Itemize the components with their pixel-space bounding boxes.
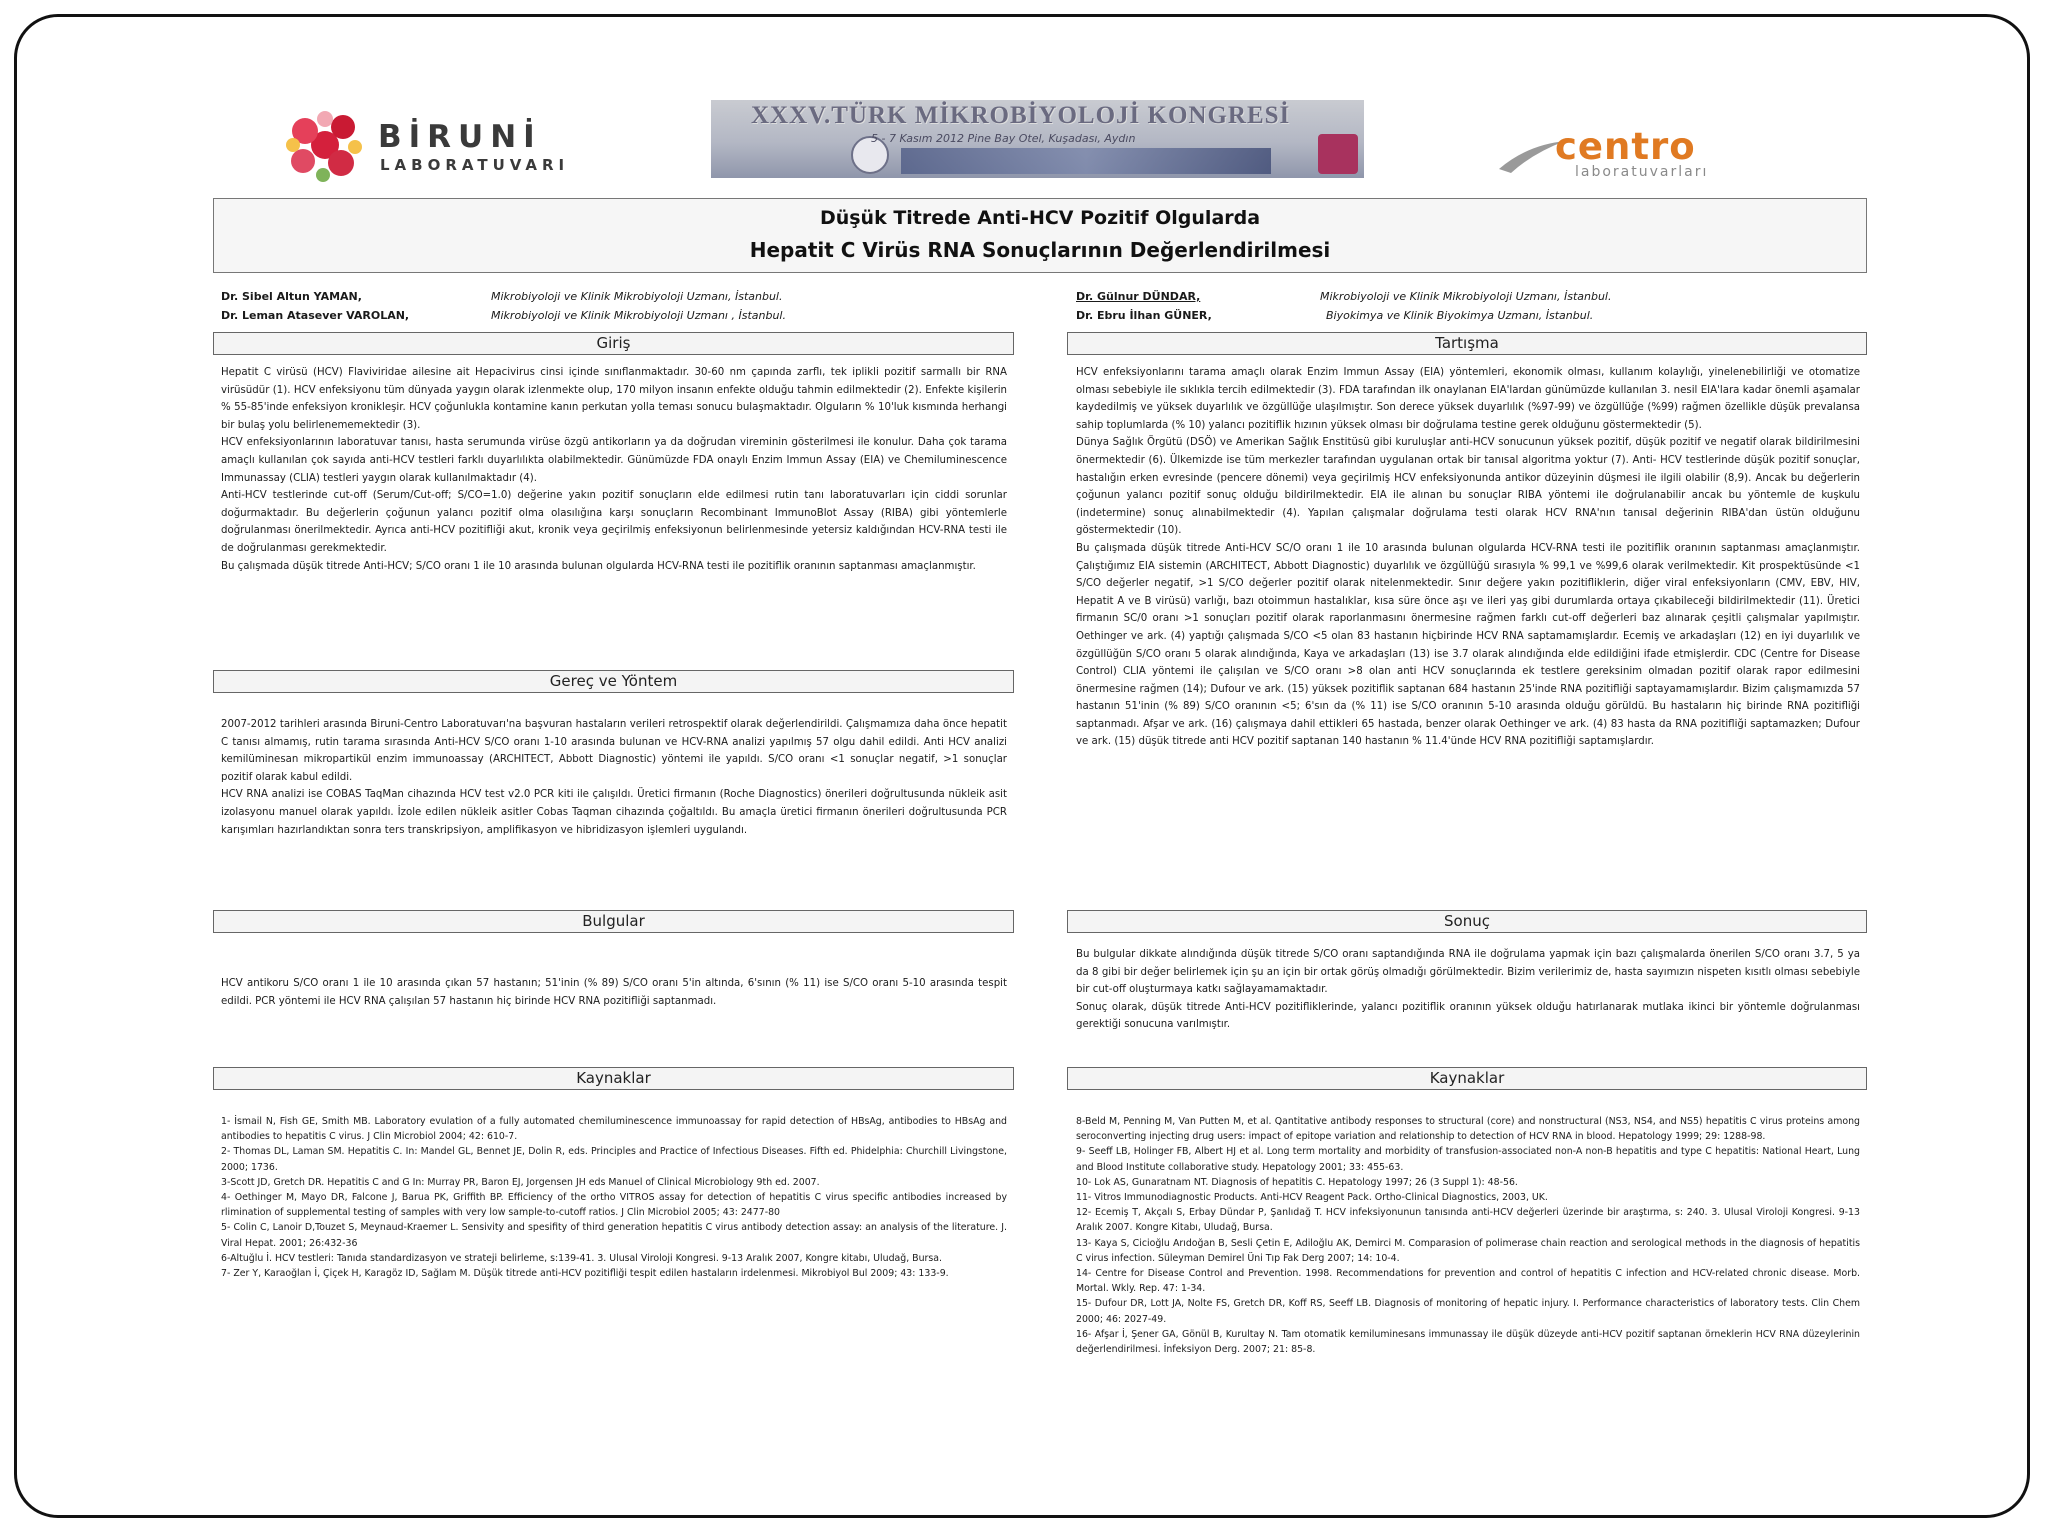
reference-item: 2- Thomas DL, Laman SM. Hepatitis C. In: Mandel GL, Bennet JE, Dolin R, eds. Principles and Practice of Infectious Diseases. Fifth ed. Phidelphia: Churchill Livingstone, 2000; 1736.: [221, 1146, 1007, 1173]
reference-item: 6-Altuğlu İ. HCV testleri: Tanıda standardizasyon ve strateji belirleme, s:139-41. 3. Ulusal Viroloji Kongresi. 9-13 Aralık 2007, Kongre kitabı, Uludağ, Bursa.: [221, 1252, 943, 1264]
section-heading-gerec: Gereç ve Yöntem: [213, 670, 1014, 693]
banner-strip: [901, 148, 1271, 174]
references-left: [221, 1114, 1007, 1281]
reference-item: 11- Vitros Immunodiagnostic Products. Anti-HCV Reagent Pack. Ortho-Clinical Diagnostics, 2003, UK.: [1076, 1192, 1548, 1204]
reference-item: 10- Lok AS, Gunaratnam NT. Diagnosis of hepatitis C. Hepatology 1997; 26 (3 Suppl 1): 48-56.: [1076, 1176, 1518, 1188]
references-right: [1076, 1114, 1860, 1357]
paragraph: Hepatit C virüsü (HCV) Flaviviridae ailesine ait Hepacivirus cinsi içinde sınıflanmaktadır. 30-60 nm çapında zarflı, tek iplikli pozitif sarmallı bir RNA virüsüdür (1). HCV enfeksiyonu tüm dünyada yaygın olarak izlenmekte olup, 170 milyon insanın enfekte olduğu tahmin edilmektedir (2). Enfekte kişilerin % 55-85'inde enfeksiyon kronikleşir. HCV çoğunlukla kontamine kanın perkutan yolla teması sonucu bulaşmaktadır. Olguların % 10'luk kısmında herhangi bir bulaş yolu belirlenememektedir (3).: [221, 367, 1007, 431]
paragraph: Anti-HCV testlerinde cut-off (Serum/Cut-off; S/CO=1.0) değerine yakın pozitif sonuçların elde edilmesi rutin tanı laboratuvarları için ciddi sorunlar doğurmaktadır. Bu değerlerin çoğunun yalancı pozitif olma olasılığına karşı sonuçların Recombinant ImmunoBlot Assay (RIBA) gibi yöntemlerle doğrulanması önerilmektedir. Ayrıca anti-HCV pozitifliği akut, kronik veya geçirilmiş enfeksiyonun belirlenmesinde yetersiz kaldığından HCV-RNA testi ile de doğrulanması gerekmektedir.: [221, 490, 1007, 554]
section-body-gerec: [221, 716, 1007, 839]
biruni-sub: LABORATUVARI: [380, 156, 570, 174]
centro-logo: [1497, 125, 1777, 185]
author-row: [221, 287, 786, 306]
author-row: [1076, 287, 1612, 306]
author-affiliation: Biyokimya ve Klinik Biyokimya Uzmanı, İstanbul.: [1326, 309, 1594, 322]
centro-sub: laboratuvarları: [1575, 164, 1709, 180]
section-heading-sonuc: Sonuç: [1067, 910, 1867, 933]
reference-item: 16- Afşar İ, Şener GA, Gönül B, Kurultay N. Tam otomatik kemiluminesans immunassay ile düşük düzeyde anti-HCV pozitif saptanan örneklerin HCV RNA düzeylerinin değerlendirilmesi. İnfeksiyon Derg. 2007; 21: 85-8.: [1076, 1328, 1860, 1356]
author-affiliation: Mikrobiyoloji ve Klinik Mikrobiyoloji Uzmanı, İstanbul.: [1320, 290, 1612, 303]
reference-item: 5- Colin C, Lanoir D,Touzet S, Meynaud-Kraemer L. Sensivity and spesifity of third generation hepatitis C virus antibody detection assay: an analysis of the literature. J. Viral Hepat. 2001; 26:432-36: [221, 1222, 1007, 1249]
paragraph: HCV antikoru S/CO oranı 1 ile 10 arasında çıkan 57 hastanın; 51'inin (% 89) S/CO oranı 5'in altında, 6'sının (% 11) ise S/CO oranı 5-10 arasında tespit edildi. PCR yöntemi ile HCV RNA çalışılan 57 hastanın hiç birinde HCV RNA pozitifliği saptanmadı.: [221, 978, 1007, 1007]
banner-subtitle: 5 - 7 Kasım 2012 Pine Bay Otel, Kuşadası, Aydın: [871, 132, 1136, 145]
poster-title: [213, 198, 1867, 273]
reference-item: 13- Kaya S, Cicioğlu Arıdoğan B, Sesli Çetin E, Adiloğlu AK, Demirci M. Comparasion of polimerase chain reaction and serological methods in the diagnosis of hepatitis C virus infection. Süleyman Demirel Üni Tıp Fak Derg 2007; 14: 10-4.: [1076, 1237, 1860, 1264]
author-affiliation: Mikrobiyoloji ve Klinik Mikrobiyoloji Uzmanı, İstanbul.: [491, 290, 783, 303]
congress-badge-icon: [1318, 134, 1358, 174]
congress-banner: [711, 100, 1364, 178]
paragraph: Bu bulgular dikkate alındığında düşük titrede S/CO oranı saptandığında RNA ile doğrulama yapmak için bazı çalışmalarda önerilen S/CO oranı 3.7, 5 ya da 8 gibi bir değer belirlemek için şu an için bir ortak görüş olmadığı görülmektedir. Bizim verilerimiz de, hasta sayımızın nispeten kısıtlı olması sebebiyle bir cut-off oluşturmaya katkı sağlayamamaktadır.: [1076, 949, 1860, 996]
author-name: Dr. Sibel Altun YAMAN,: [221, 290, 362, 303]
reference-item: 14- Centre for Disease Control and Prevention. 1998. Recommendations for prevention and control of hepatitis C infection and HCV-related chronic disease. Morb. Mortal. Wkly. Rep. 47: 1-34.: [1076, 1268, 1860, 1295]
section-body-sonuc: [1076, 946, 1860, 1034]
banner-title: XXXV.TÜRK MİKROBİYOLOJİ KONGRESİ: [751, 102, 1291, 129]
section-body-bulgular: [221, 975, 1007, 1010]
paragraph: 2007-2012 tarihleri arasında Biruni-Centro Laboratuvarı'na başvuran hastaların verileri retrospektif olarak değerlendirildi. Çalışmamıza daha önce hepatit C tanısı almamış, rutin tarama sırasında Anti-HCV S/CO oranı 1-10 arasında bulunan ve HCV-RNA analizi yapılmış 57 olgu dahil edildi. Anti HCV analizi kemilüminesan mikropartikül enzim immunoassay (ARCHITECT, Abbott Diagnostic) yöntemi ile yapıldı. S/CO oranı <1 sonuçlar negatif, >1 sonuçlar pozitif olarak kabul edildi.: [221, 719, 1007, 783]
paragraph: HCV enfeksiyonlarının laboratuvar tanısı, hasta serumunda virüse özgü antikorların ya da doğrudan vireminin gösterilmesi ile konulur. Daha çok tarama amaçlı kullanılan çok sayıda anti-HCV testleri farklı duyarlılıkta olabilmektedir. Günümüzde FDA onaylı Enzim Immun Assay (EIA) ve Chemiluminescence Immunassay (CLIA) testleri yaygın olarak kullanılmaktadır (4).: [221, 437, 1007, 484]
section-body-giris: [221, 364, 1007, 575]
author-affiliation: Mikrobiyoloji ve Klinik Mikrobiyoloji Uzmanı , İstanbul.: [491, 309, 786, 322]
paragraph: Sonuç olarak, düşük titrede Anti-HCV pozitifliklerinde, yalancı pozitiflik oranının yüksek olduğu hatırlanarak mutlaka ikinci bir yöntemle doğrulanması gerektiği sonucuna varılmıştır.: [1076, 1001, 1860, 1031]
reference-item: 4- Oethinger M, Mayo DR, Falcone J, Barua PK, Griffith BP. Efficiency of the ortho VITROS assay for detection of hepatitis C virus specific antibodies increased by rlimination of supplemental testing of samples with very low sample-to-cutoff ratios. J Clin Microbiol 2005; 43: 2477-80: [221, 1192, 1007, 1219]
author-name: Dr. Ebru İlhan GÜNER,: [1076, 309, 1212, 322]
paragraph: Dünya Sağlık Örgütü (DSÖ) ve Amerikan Sağlık Enstitüsü gibi kuruluşlar anti-HCV sonucunun yüksek pozitif, düşük pozitif ve negatif olarak bildirilmesini önermektedir (6). Ülkemizde ise tüm merkezler tarafından uygulanan ortak bir tanısal algoritma yoktur (7). Anti- HCV testlerinde düşük pozitif sonuçlar, hastalığın erken evresinde (pencere dönemi) veya geçirilmiş HCV enfeksiyonunda antikor düzeyinin düşmesi ile ilgili olabilir (8,9). Ancak bu değerlerin çoğunun yalancı pozitif sonuç olduğu bildirilmektedir. EIA ile alınan bu sonuçlar RIBA yöntemi ile doğrulanabilir ancak bu yöntemle de kuşkulu (indetermine) sonuç alınabilmektedir (4). Yapılan çalışmalar doğrulama testi olarak HCV RNA'nın tanısal değerinin RIBA'dan üstün olduğunu göstermektedir (10).: [1076, 437, 1860, 537]
author-name: Dr. Gülnur DÜNDAR,: [1076, 290, 1201, 303]
section-heading-bulgular: Bulgular: [213, 910, 1014, 933]
section-heading-tartisma: Tartışma: [1067, 332, 1867, 355]
reference-item: 1- İsmail N, Fish GE, Smith MB. Laboratory evulation of a fully automated chemiluminescence immunoassay for rapid detection of HBsAg, antibodies to HBsAg and antibodies to hepatitis C virus. J Clin Microbiol 2004; 42: 610-7.: [221, 1116, 1007, 1143]
section-body-tartisma: [1076, 364, 1860, 751]
paragraph: HCV RNA analizi ise COBAS TaqMan cihazında HCV test v2.0 PCR kiti ile çalışıldı. Üretici firmanın (Roche Diagnostics) önerileri doğrultusunda nükleik asit izolasyonu manuel olarak yapıldı. İzole edilen nükleik asitler Cobas Taqman cihazında çoğaltıldı. Bu amaçla üretici firmanın önerileri doğrultusunda PCR karışımları hazırlandıktan sonra ters transkripsiyon, amplifikasyon ve hibridizasyon işlemleri uygulandı.: [221, 789, 1007, 836]
centro-name: centro: [1555, 125, 1696, 168]
authors-right: [1076, 287, 1612, 325]
section-heading-kaynaklar-left: Kaynaklar: [213, 1067, 1014, 1090]
reference-item: 7- Zer Y, Karaoğlan İ, Çiçek H, Karagöz ID, Sağlam M. Düşük titrede anti-HCV pozitifliği tespit edilen hastaların irdelenmesi. Mikrobiyol Bul 2009; 43: 133-9.: [221, 1268, 949, 1280]
section-heading-kaynaklar-right: Kaynaklar: [1067, 1067, 1867, 1090]
reference-item: 9- Seeff LB, Holinger FB, Albert HJ et al. Long term mortality and morbidity of transfusion-associated non-A non-B hepatitis and type C hepatitis: National Heart, Lung and Blood Institute collaborative study. Hepatology 2001; 33: 455-63.: [1076, 1146, 1860, 1173]
paragraph: Bu çalışmada düşük titrede Anti-HCV SC/O oranı 1 ile 10 arasında bulunan olgularda HCV-RNA testi ile pozitiflik oranının saptanması amaçlanmıştır. Çalıştığımız EIA sistemin (ARCHITECT, Abbott Diagnostic) duyarlılık ve özgüllüğü sırasıyla % 99,1 ve %99,6 olarak verilmektedir. Kit prospektüsünde <1 S/CO değerler negatif, >1 S/CO değerler pozitif olarak nitelenmektedir. Sınır değere yakın pozitifliklerin, diğer viral enfeksiyonların (CMV, EBV, HIV, Hepatit A ve B virüsü) varlığı, bazı otoimmun hastalıklar, kısa süre önce aşı ve ileri yaş gibi durumlarda ortaya çıkabileceği bildirilmektedir (11). Üretici firmanın SC/0 oranı >1 sonuçları pozitif olarak raporlanmasını önermesine rağmen farklı cut-off değerleri baz alınarak çeşitli çalışmalar yapılmıştır. Oethinger ve ark. (4) yaptığı çalışmada S/CO <5 olan 83 hastanın hiçbirinde HCV RNA saptamamışlardır. Ecemiş ve arkadaşları (12) en iyi duyarlılık ve özgüllüğün S/CO oranı 5 olarak alındığında, Kaya ve arkadaşları (13) ise 3.7 olarak alındığında elde edildiğini ifade etmişlerdir. CDC (Centre for Disease Control) CLIA yöntemi ile çalışılan ve S/CO oranı >8 olan anti HCV sonuçlarında ek testlere gereksinim olmadan pozitif olarak rapor edilmesini önermesine rağmen (14); Dufour ve ark. (15) yüksek pozitiflik saptanan 684 hastanın 25'inde RNA pozitifliği saptayamamışlardır. Bizim çalışmamızda 57 hastanın 51'inin (% 89) S/CO oranının <5; 6'sın da (% 11) ise S/CO oranının 5-10 arasında olduğu görüldü. Bu hastaların hiç birinde RNA pozitifliği saptanmadı. Afşar ve ark. (16) çalışmaya dahil ettikleri 65 hastada, benzer olarak Oethinger ve ark. (4) 83 hasta da RNA pozitifliği saptamazken; Dufour ve ark. (15) düşük titrede anti HCV pozitif saptanan 140 hastanın % 11.4'ünde HCV RNA pozitifliği saptamışlardır.: [1076, 542, 1860, 748]
reference-item: 12- Ecemiş T, Akçalı S, Erbay Dündar P, Şanlıdağ T. HCV infeksiyonunun tanısında anti-HCV değerleri üzerinde bir araştırma, s: 240. 3. Ulusal Viroloji Kongresi. 9-13 Aralık 2007. Kongre Kitabı, Uludağ, Bursa.: [1076, 1207, 1860, 1234]
paragraph: HCV enfeksiyonlarını tarama amaçlı olarak Enzim Immun Assay (EIA) yöntemleri, ekonomik olması, kullanım kolaylığı, yinelenebilirliği ve otomatize olması sebebiyle ile sıklıkla tercih edilmektedir (3). FDA tarafından ilk onaylanan EIA'lardan günümüzde kullanılan 3. nesil EIA'lara kadar önemli aşamalar kaydedilmiş ve yüksek duyarlılık ve özgüllüğe ulaşılmıştır. Son derece yüksek duyarlılık (%97-99) ve özgüllüğe (%99) rağmen özellikle düşük prevalansa sahip toplumlarda (% 10) yalancı pozitiflik hızının yüksek olması bir doğrulama testine gerek olduğunu göstermektedir (5).: [1076, 367, 1860, 431]
flower-icon: [283, 105, 367, 185]
title-line-1: Düşük Titrede Anti-HCV Pozitif Olgularda: [819, 207, 1261, 229]
author-row: [221, 306, 786, 325]
biruni-name: BİRUNİ: [378, 119, 542, 155]
biruni-logo: [283, 105, 593, 185]
reference-item: 8-Beld M, Penning M, Van Putten M, et al. Qantitative antibody responses to structural (core) and nonstructural (NS3, NS4, and NS5) hepatitis C virus proteins among seroconverting injecting drug users: impact of epitope variation and relationship to detection of HCV RNA in blood. Hepatology 1999; 29: 1288-98.: [1076, 1116, 1860, 1143]
authors-left: [221, 287, 786, 325]
reference-item: 3-Scott JD, Gretch DR. Hepatitis C and G In: Murray PR, Baron EJ, Jorgensen JH eds Manuel of Clinical Microbiology 9th ed. 2007.: [221, 1176, 820, 1188]
title-line-2: Hepatit C Virüs RNA Sonuçlarının Değerlendirilmesi: [749, 238, 1331, 262]
paragraph: Bu çalışmada düşük titrede Anti-HCV; S/CO oranı 1 ile 10 arasında bulunan olgularda HCV-RNA testi ile pozitiflik oranının saptanması amaçlanmıştır.: [221, 560, 976, 572]
author-name: Dr. Leman Atasever VAROLAN,: [221, 309, 410, 322]
author-row: [1076, 306, 1612, 325]
section-heading-giris: Giriş: [213, 332, 1014, 355]
reference-item: 15- Dufour DR, Lott JA, Nolte FS, Gretch DR, Koff RS, Seeff LB. Diagnosis of monitoring of hepatic injury. I. Performance characteristics of laboratory tests. Clin Chem 2000; 46: 2027-49.: [1076, 1298, 1860, 1325]
